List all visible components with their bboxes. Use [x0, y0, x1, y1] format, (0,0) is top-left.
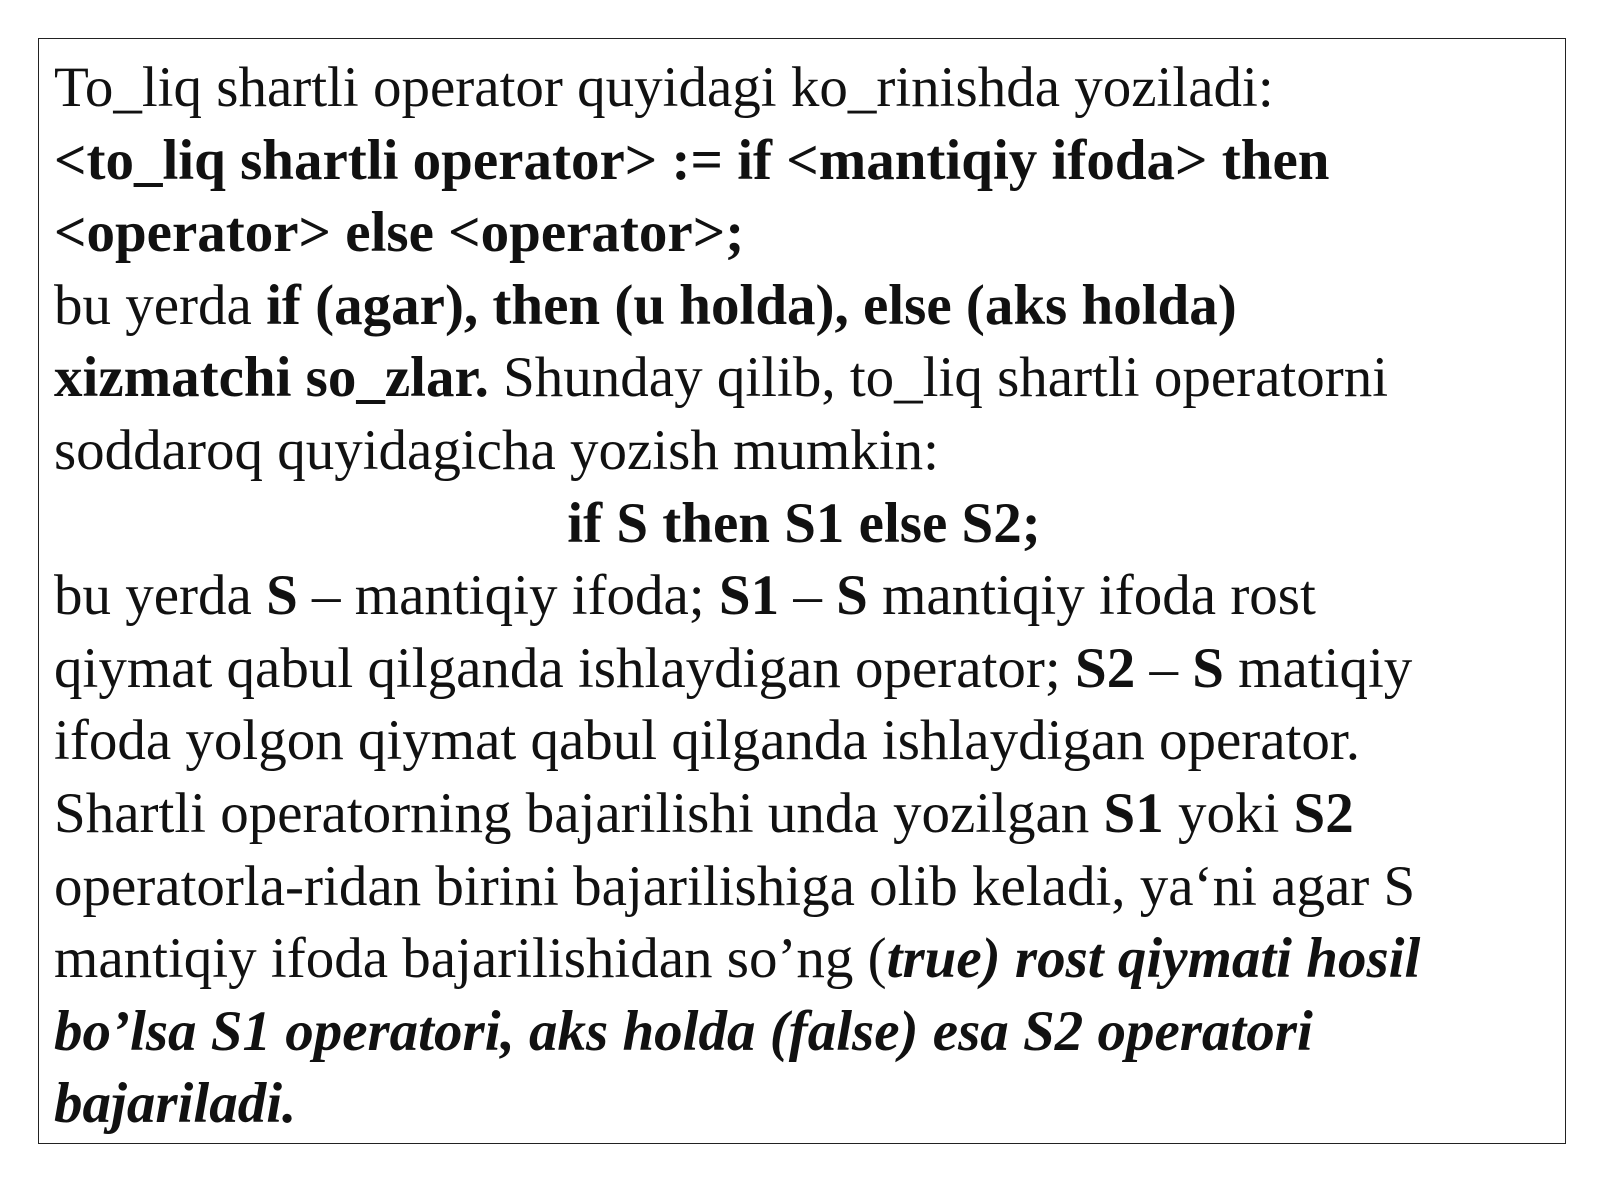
syntax-text-1: <to_liq shartli operator> := if <mantiqiy ifoda> then — [54, 128, 1330, 192]
execution-line-4 — [54, 996, 1554, 1069]
def-term: S — [836, 564, 868, 628]
def-text: – — [1135, 636, 1193, 700]
intro-line: To_liq shartli operator quyidagi ko_rinishda yoziladi: — [54, 56, 1274, 119]
def-text: – — [779, 564, 837, 628]
syntax-line-1 — [54, 125, 1554, 198]
def-text: – mantiqiy ifoda; — [297, 564, 719, 628]
exec-text: mantiqiy ifoda bajarilishidan so’ng ( — [54, 927, 887, 991]
exec-emphasis: true) rost qiymati hosil — [886, 927, 1421, 991]
exec-text: yoki — [1163, 781, 1294, 845]
definition-line-1 — [54, 560, 1554, 633]
def-term: S — [1192, 636, 1224, 700]
service-words-line — [54, 342, 1554, 415]
exec-emphasis: bo’lsa S1 operatori, aks holda (false) esa S2 operatori — [54, 999, 1313, 1063]
keywords-line — [54, 270, 1554, 343]
def-text: matiqiy — [1223, 636, 1413, 700]
def-text: bu yerda — [54, 564, 267, 628]
keywords-lead: bu yerda — [54, 273, 267, 337]
formula-line — [54, 488, 1554, 561]
document-body — [54, 52, 1554, 1141]
execution-line-1 — [54, 778, 1554, 851]
simplify-text: Shunday qilib, to_liq shartli operatorni — [488, 346, 1389, 410]
execution-line-5 — [54, 1068, 1554, 1141]
exec-term: S2 — [1293, 781, 1354, 845]
def-text: mantiqiy ifoda rost — [867, 564, 1316, 628]
def-term: S — [266, 564, 298, 628]
exec-text: Shartli operatorning bajarilishi unda yozilgan — [54, 781, 1104, 845]
execution-line-3 — [54, 923, 1554, 996]
definition-line-3: ifoda yolgon qiymat qabul qilganda ishlaydigan operator. — [54, 709, 1360, 773]
definition-line-2 — [54, 633, 1554, 706]
service-words: xizmatchi so_zlar. — [54, 346, 489, 410]
exec-term: S1 — [1103, 781, 1164, 845]
exec-emphasis: bajariladi. — [54, 1072, 297, 1136]
keywords-list: if (agar), then (u holda), else (aks holda) — [266, 273, 1237, 337]
syntax-text-2: <operator> else <operator>; — [54, 201, 745, 265]
syntax-line-2 — [54, 197, 1554, 270]
def-text: qiymat qabul qilganda ishlaydigan operator; — [54, 636, 1075, 700]
simplify-line: soddaroq quyidagicha yozish mumkin: — [54, 418, 939, 482]
formula: if S then S1 else S2; — [567, 491, 1041, 555]
execution-line-2: operatorla-ridan birini bajarilishiga olib keladi, ya‘ni agar S — [54, 854, 1416, 918]
def-term: S2 — [1075, 636, 1136, 700]
def-term: S1 — [718, 564, 780, 628]
